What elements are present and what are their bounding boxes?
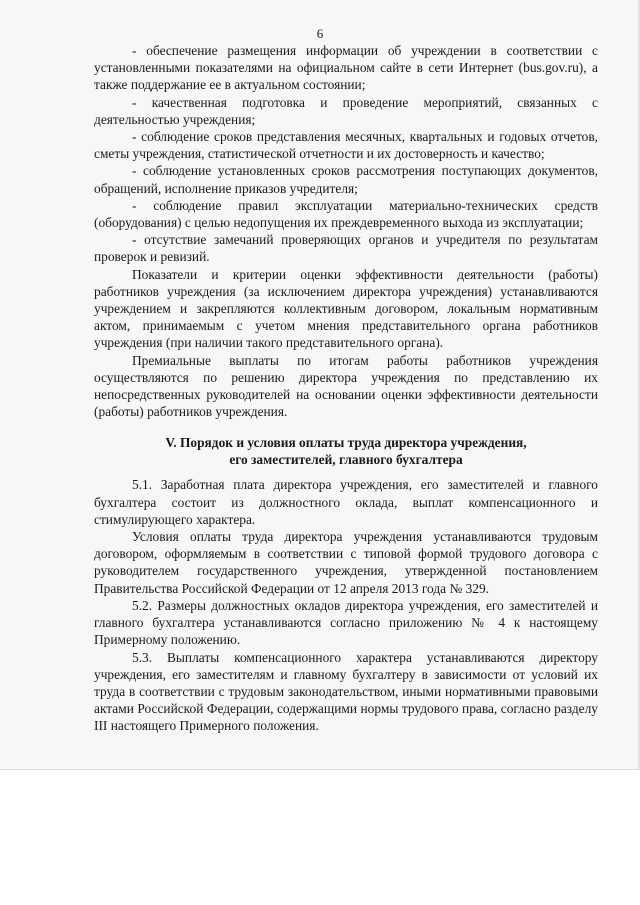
- list-item: - соблюдение правил эксплуатации материально-технических средств (оборудования) с целью недопущения их преждевременного выхода из эксплуатации;: [94, 197, 598, 231]
- document-body: [94, 42, 598, 735]
- list-item: - обеспечение размещения информации об учреждении в соответствии с установленными показателями на официальном сайте в сети Интернет (bus.gov.ru), а также поддержание ее в актуальном состоянии;: [94, 43, 598, 93]
- section-heading-line-2: его заместителей, главного бухгалтера: [229, 452, 463, 468]
- list-item: - соблюдение установленных сроков рассмотрения поступающих документов, обращений, исполнение приказов учредителя;: [94, 163, 598, 196]
- clause-5-2: 5.2. Размеры должностных окладов директора учреждения, его заместителей и главного бухгалтера устанавливаются согласно приложению № 4 к настоящему Примерному положению.: [94, 597, 598, 648]
- clause-5-3: 5.3. Выплаты компенсационного характера устанавливаются директору учреждения, его заместителям и главному бухгалтеру в зависимости от условий их труда в соответствии с трудовым законодательством, иными нормативными правовыми актами Российской Федерации, содержащими нормы трудового права, согласно разделу III настоящего Примерного положения.: [94, 649, 598, 734]
- section-heading-line-1: V. Порядок и условия оплаты труда директора учреждения,: [165, 435, 527, 451]
- indicators-paragraph: Показатели и критерии оценки эффективности деятельности (работы) работников учреждения (за исключением директора учреждения) устанавливаются учреждением и закрепляются коллективным договором, локальным нормативным актом, принимаемым с учетом мнения представительного органа работников учреждения (при наличии такого представительного органа).: [94, 266, 598, 351]
- page-number: 6: [316, 26, 324, 41]
- section-heading: [94, 434, 598, 468]
- clause-5-1-conditions: Условия оплаты труда директора учреждения устанавливаются трудовым договором, оформляемым в соответствии с типовой формой трудового договора с руководителем государственного учреждения, утвержденной постановлением Правительства Российской Федерации от 12 апреля 2013 года № 329.: [94, 529, 598, 596]
- clause-5-1: 5.1. Заработная плата директора учреждения, его заместителей и главного бухгалтера состоит из должностного оклада, выплат компенсационного и стимулирующего характера.: [94, 477, 598, 527]
- list-item: - качественная подготовка и проведение мероприятий, связанных с деятельностью учреждения;: [94, 94, 598, 127]
- list-item: - отсутствие замечаний проверяющих органов и учредителя по результатам проверок и ревизий.: [94, 232, 598, 265]
- list-item: - соблюдение сроков представления месячных, квартальных и годовых отчетов, сметы учреждения, статистической отчетности и их достоверность и качество;: [94, 129, 598, 162]
- bonus-paragraph: Премиальные выплаты по итогам работы работников учреждения осуществляются по решению директора учреждения по представлению их непосредственных руководителей на основании оценки эффективности деятельности (работы) работников учреждения.: [94, 352, 598, 420]
